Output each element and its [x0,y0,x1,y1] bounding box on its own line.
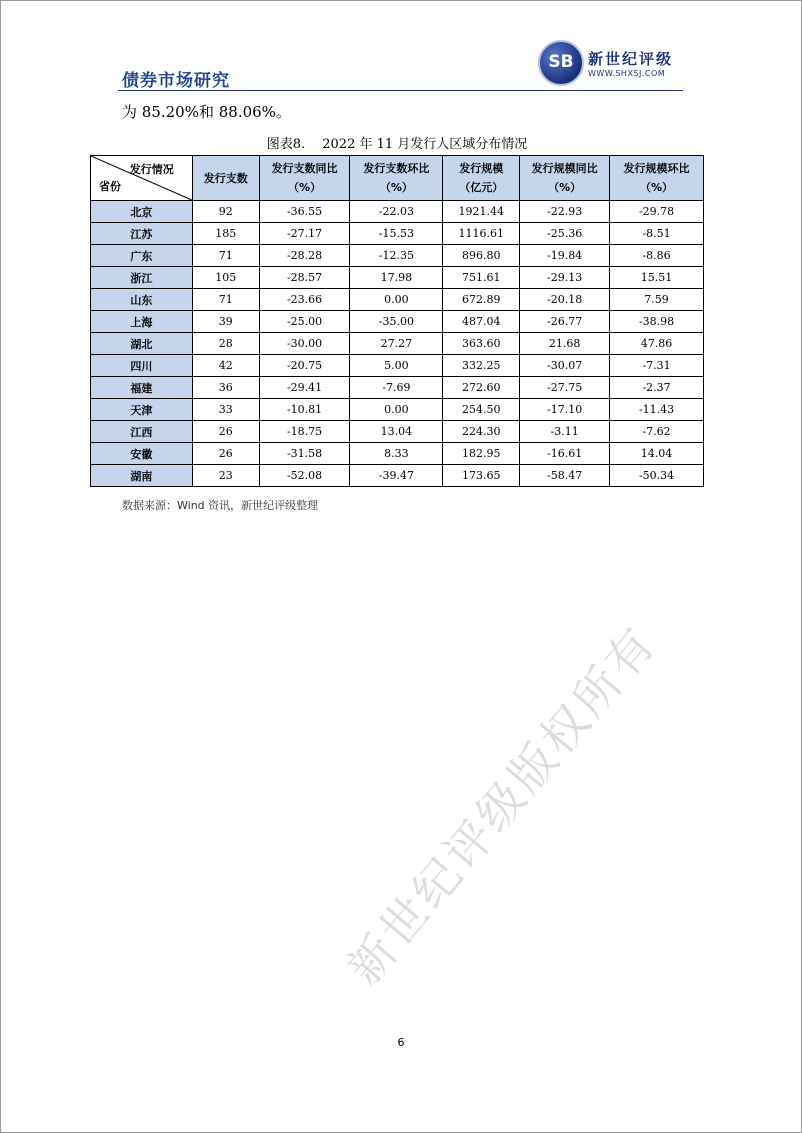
table-caption: 图表8. 2022 年 11 月发行人区域分布情况 [266,137,528,152]
value-cell: -31.58 [259,443,350,465]
value-cell: 182.95 [443,443,520,465]
header-divider [118,90,683,91]
corner-label-bottom: 省份 [99,180,121,193]
table-row [91,245,704,267]
value-cell: 42 [192,355,259,377]
value-cell: 173.65 [443,465,520,487]
province-cell: 江西 [91,421,193,443]
issuer-region-table [90,155,704,487]
table-row [91,289,704,311]
value-cell: 254.50 [443,399,520,421]
value-cell: -30.07 [520,355,610,377]
table-header-row [91,156,704,201]
table-row [91,333,704,355]
table-row [91,421,704,443]
column-header [443,156,520,201]
value-cell: -22.93 [520,201,610,223]
logo-url: WWW.SHXSJ.COM [588,69,666,78]
value-cell: 15.51 [610,267,704,289]
column-header-line1: 发行规模 [459,162,504,175]
header-title: 债券市场研究 [122,71,230,91]
table-row [91,377,704,399]
value-cell: 487.04 [443,311,520,333]
value-cell: 7.59 [610,289,704,311]
value-cell: -26.77 [520,311,610,333]
value-cell: -52.08 [259,465,350,487]
column-header-line2: （%） [640,181,674,194]
column-header-line1: 发行支数 [203,171,248,185]
value-cell: 5.00 [350,355,443,377]
province-cell: 广东 [91,245,193,267]
value-cell: 47.86 [610,333,704,355]
value-cell: -36.55 [259,201,350,223]
value-cell: -25.36 [520,223,610,245]
table-body [91,201,704,487]
table-row [91,355,704,377]
province-cell: 北京 [91,201,193,223]
value-cell: -50.34 [610,465,704,487]
value-cell: 92 [192,201,259,223]
value-cell: 71 [192,245,259,267]
value-cell: 21.68 [520,333,610,355]
column-header-line1: 发行规模环比 [623,162,690,175]
value-cell: -58.47 [520,465,610,487]
value-cell: 8.33 [350,443,443,465]
value-cell: -38.98 [610,311,704,333]
value-cell: 224.30 [443,421,520,443]
value-cell: 105 [192,267,259,289]
column-header-line2: （%） [548,181,582,194]
logo-emblem-icon [538,40,584,86]
table-row [91,201,704,223]
value-cell: 185 [192,223,259,245]
value-cell: -39.47 [350,465,443,487]
logo-mark: SB [548,52,574,72]
value-cell: -7.69 [350,377,443,399]
value-cell: -8.51 [610,223,704,245]
lead-paragraph: 为 85.20%和 88.06%。 [122,103,291,121]
column-header [520,156,610,201]
value-cell: 363.60 [443,333,520,355]
column-header-line2: （%） [288,181,322,194]
column-header [610,156,704,201]
value-cell: -27.17 [259,223,350,245]
value-cell: -30.00 [259,333,350,355]
column-header-line1: 发行规模同比 [531,162,598,175]
value-cell: 14.04 [610,443,704,465]
table-row [91,399,704,421]
value-cell: 1116.61 [443,223,520,245]
value-cell: 28 [192,333,259,355]
province-cell: 四川 [91,355,193,377]
value-cell: -17.10 [520,399,610,421]
province-cell: 上海 [91,311,193,333]
province-cell: 江苏 [91,223,193,245]
value-cell: 39 [192,311,259,333]
value-cell: 26 [192,421,259,443]
value-cell: 26 [192,443,259,465]
value-cell: -8.86 [610,245,704,267]
value-cell: -2.37 [610,377,704,399]
corner-label-top: 发行情况 [129,163,174,176]
column-header-line2: （%） [379,181,413,194]
value-cell: 23 [192,465,259,487]
column-header [259,156,350,201]
table-row [91,311,704,333]
logo-name: 新世纪评级 [588,50,674,68]
table-row [91,443,704,465]
value-cell: -16.61 [520,443,610,465]
value-cell: 0.00 [350,289,443,311]
value-cell: 33 [192,399,259,421]
table-row [91,465,704,487]
value-cell: -15.53 [350,223,443,245]
data-source-note: 数据来源：Wind 资讯，新世纪评级整理 [122,499,319,512]
province-cell: 浙江 [91,267,193,289]
table-row [91,267,704,289]
value-cell: -18.75 [259,421,350,443]
column-header [350,156,443,201]
column-header [192,156,259,201]
value-cell: -29.41 [259,377,350,399]
value-cell: -12.35 [350,245,443,267]
value-cell: 36 [192,377,259,399]
province-cell: 安徽 [91,443,193,465]
province-cell: 福建 [91,377,193,399]
province-cell: 天津 [91,399,193,421]
value-cell: 272.60 [443,377,520,399]
value-cell: -22.03 [350,201,443,223]
value-cell: -35.00 [350,311,443,333]
page-number: 6 [397,1036,405,1049]
column-header-line1: 发行支数环比 [363,162,430,175]
province-cell: 山东 [91,289,193,311]
value-cell: 672.89 [443,289,520,311]
value-cell: 27.27 [350,333,443,355]
value-cell: 332.25 [443,355,520,377]
value-cell: -27.75 [520,377,610,399]
value-cell: -7.31 [610,355,704,377]
value-cell: 1921.44 [443,201,520,223]
value-cell: 71 [192,289,259,311]
value-cell: -29.78 [610,201,704,223]
value-cell: -10.81 [259,399,350,421]
value-cell: -20.18 [520,289,610,311]
value-cell: -29.13 [520,267,610,289]
table-row [91,223,704,245]
value-cell: -23.66 [259,289,350,311]
value-cell: -11.43 [610,399,704,421]
value-cell: -28.57 [259,267,350,289]
province-cell: 湖南 [91,465,193,487]
value-cell: -3.11 [520,421,610,443]
value-cell: -28.28 [259,245,350,267]
value-cell: 896.80 [443,245,520,267]
value-cell: 13.04 [350,421,443,443]
value-cell: -25.00 [259,311,350,333]
column-header-line2: （亿元） [459,181,504,194]
value-cell: -7.62 [610,421,704,443]
value-cell: 0.00 [350,399,443,421]
value-cell: -19.84 [520,245,610,267]
province-cell: 湖北 [91,333,193,355]
column-header-line1: 发行支数同比 [271,162,338,175]
company-logo [538,40,688,86]
value-cell: 17.98 [350,267,443,289]
table-corner-header [91,156,193,201]
value-cell: 751.61 [443,267,520,289]
copyright-watermark: 新世纪评级版权所有 [336,615,668,995]
value-cell: -20.75 [259,355,350,377]
